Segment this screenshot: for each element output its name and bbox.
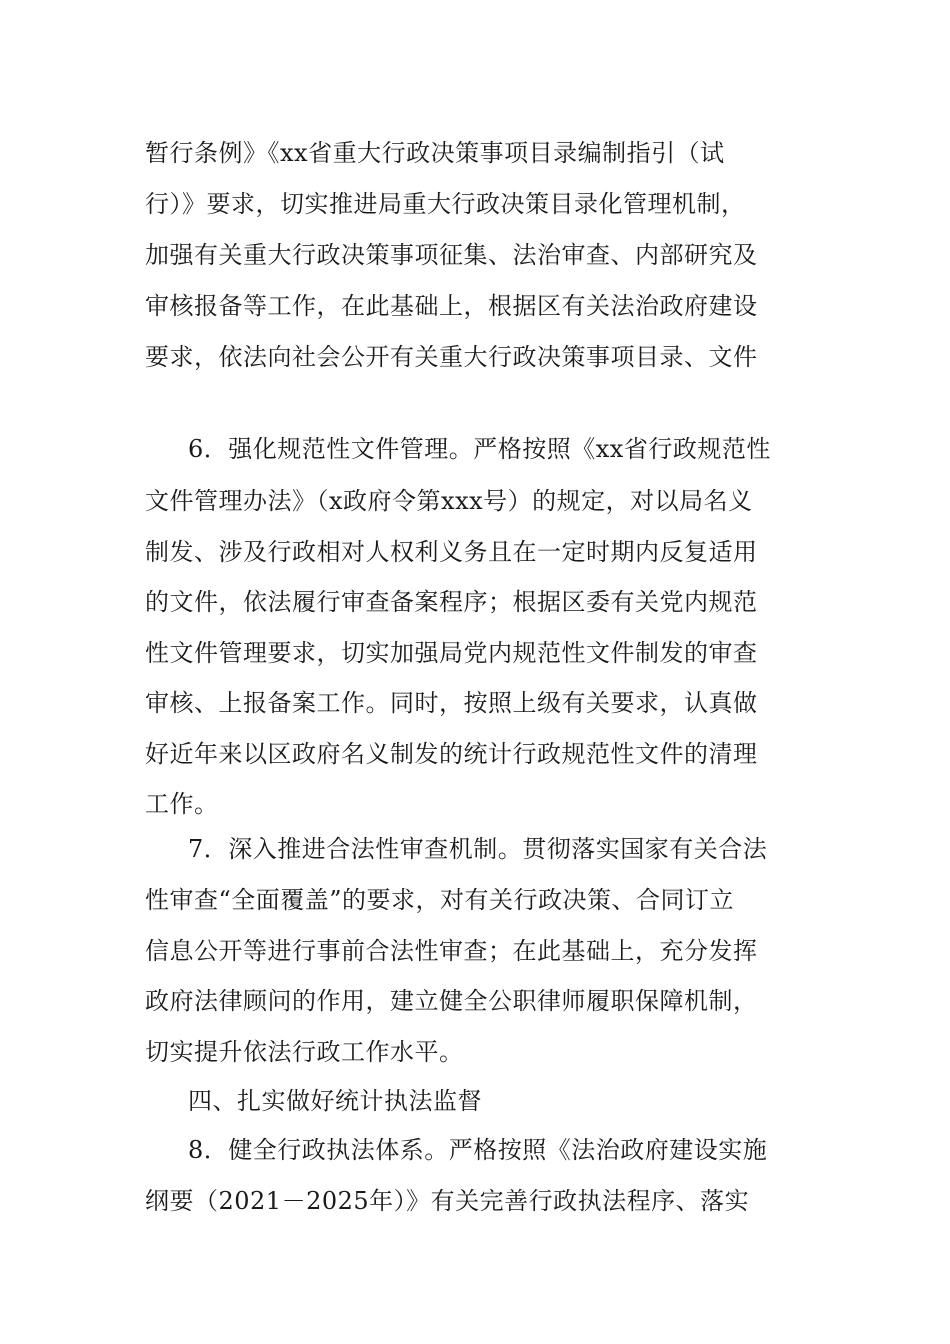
paragraph-6-start: 6．强化规范性文件管理。严格按照《xx省行政规范性 (188, 435, 771, 463)
text-line: 暂行条例》《xx省重大行政决策事项目录编制指引（试 (145, 139, 725, 167)
text-line: 审核、上报备案工作。同时，按照上级有关要求，认真做 (145, 689, 758, 717)
text-line: 工作。 (145, 790, 219, 818)
text-line: 加强有关重大行政决策事项征集、法治审查、内部研究及 (145, 241, 758, 269)
section-heading: 四、扎实做好统计执法监督 (188, 1087, 482, 1115)
text-line: 的文件，依法履行审查备案程序；根据区委有关党内规范 (145, 588, 758, 616)
text-line: 审核报备等工作，在此基础上，根据区有关法治政府建设 (145, 292, 758, 320)
text-line: 要求，依法向社会公开有关重大行政决策事项目录、文件 (145, 343, 758, 371)
text-line: 纲要（2021－2025年）》有关完善行政执法程序、落实 (145, 1187, 750, 1215)
text-line: 切实提升依法行政工作水平。 (145, 1038, 464, 1066)
text-line: 性审查“全面覆盖”的要求，对有关行政决策、合同订立 (145, 886, 735, 914)
text-line: 文件管理办法》（x政府令第xxx号）的规定，对以局名义 (145, 487, 753, 515)
text-line: 政府法律顾问的作用，建立健全公职律师履职保障机制， (145, 987, 758, 1015)
text-line: 性文件管理要求，切实加强局党内规范性文件制发的审查 (145, 639, 758, 667)
paragraph-7-start: 7．深入推进合法性审查机制。贯彻落实国家有关合法 (188, 835, 768, 863)
text-line: 制发、涉及行政相对人权利义务且在一定时期内反复适用 (145, 538, 758, 566)
text-line: 好近年来以区政府名义制发的统计行政规范性文件的清理 (145, 740, 758, 768)
text-line: 信息公开等进行事前合法性审查；在此基础上，充分发挥 (145, 937, 758, 965)
text-line: 行）》要求，切实推进局重大行政决策目录化管理机制， (145, 190, 746, 218)
paragraph-8-start: 8．健全行政执法体系。严格按照《法治政府建设实施 (188, 1136, 768, 1164)
